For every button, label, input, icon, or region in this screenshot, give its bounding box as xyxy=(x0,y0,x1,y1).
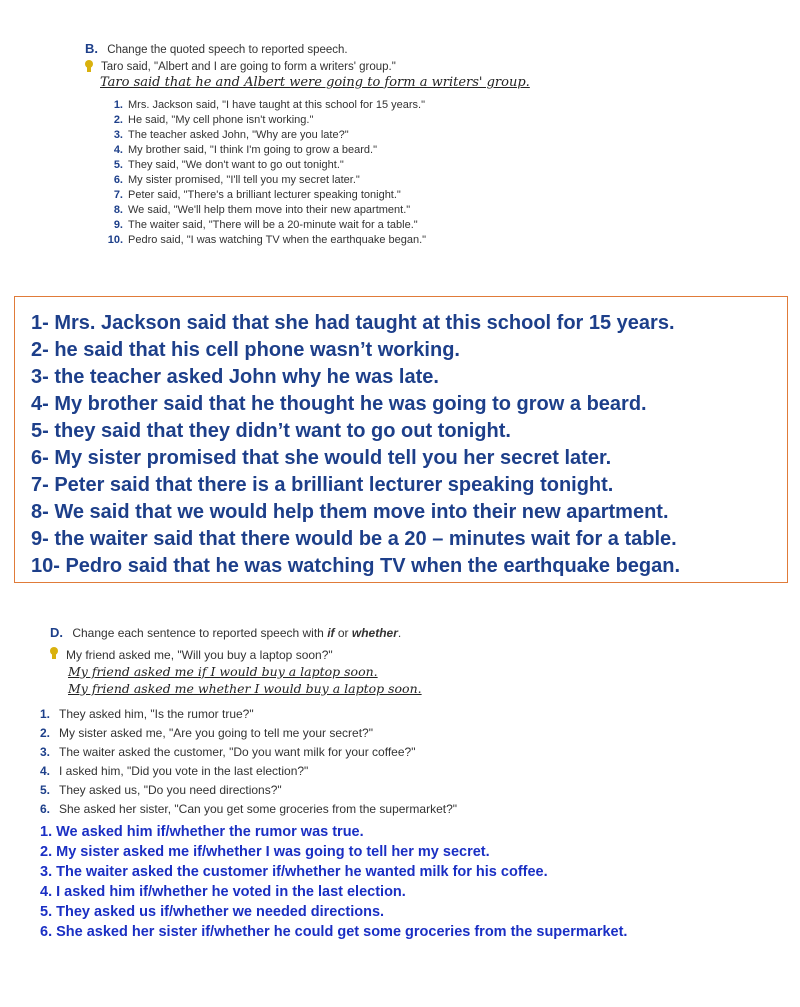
item-number: 10. xyxy=(107,234,123,246)
exercise-b-heading xyxy=(85,40,725,57)
list-item xyxy=(107,143,725,158)
answer-line: 7- Peter said that there is a brilliant lecturer speaking tonight. xyxy=(31,474,614,496)
answer-line: 1. We asked him if/whether the rumor was true. xyxy=(40,824,364,840)
list-item xyxy=(40,743,780,762)
keyword-if: if xyxy=(327,626,335,640)
exercise-b-items xyxy=(85,98,725,248)
item-number: 8. xyxy=(113,204,123,216)
item-number: 5. xyxy=(40,783,51,797)
item-text: They said, "We don't want to go out tonight." xyxy=(128,159,344,171)
item-number: 4. xyxy=(40,764,51,778)
exercise-d-answers xyxy=(40,822,780,942)
list-item xyxy=(107,233,725,248)
answer-line: 10- Pedro said that he was watching TV when the earthquake began. xyxy=(31,555,681,577)
item-number: 4. xyxy=(113,144,123,156)
instruction-text: Change each sentence to reported speech with xyxy=(72,626,328,640)
item-text: The waiter said, "There will be a 20-minute wait for a table." xyxy=(128,219,418,231)
list-item xyxy=(107,128,725,143)
item-text: I asked him, "Did you vote in the last election?" xyxy=(59,764,309,778)
item-number: 2. xyxy=(40,726,51,740)
exercise-letter: D. xyxy=(50,625,63,640)
instruction-text: . xyxy=(397,626,402,640)
list-item xyxy=(107,113,725,128)
answer-line: 9- the waiter said that there would be a 20 – minutes wait for a table. xyxy=(31,528,677,550)
answer-line: 8- We said that we would help them move into their new apartment. xyxy=(31,501,669,523)
exercise-d-heading xyxy=(50,624,780,642)
example-question-text: My friend asked me, "Will you buy a laptop soon?" xyxy=(66,648,333,662)
item-number: 9. xyxy=(113,219,123,231)
answer-line: 6. She asked her sister if/whether he could get some groceries from the supermarket. xyxy=(40,924,628,940)
item-number: 3. xyxy=(40,745,51,759)
item-text: Mrs. Jackson said, "I have taught at this school for 15 years." xyxy=(128,99,426,111)
list-item xyxy=(107,173,725,188)
exercise-letter: B. xyxy=(85,41,98,56)
item-number: 2. xyxy=(113,114,123,126)
example-question xyxy=(50,647,780,663)
item-text: My sister asked me, "Are you going to tell me your secret?" xyxy=(59,726,373,740)
exercise-d-items xyxy=(40,705,780,819)
item-text: Peter said, "There's a brilliant lecturer speaking tonight." xyxy=(128,189,401,201)
list-item xyxy=(40,762,780,781)
example-question xyxy=(85,60,725,75)
item-text: The teacher asked John, "Why are you late?" xyxy=(128,129,349,141)
item-number: 7. xyxy=(113,189,123,201)
answer-line: 6- My sister promised that she would tell you her secret later. xyxy=(31,447,612,469)
item-number: 1. xyxy=(113,99,123,111)
item-text: Pedro said, "I was watching TV when the earthquake began." xyxy=(128,234,427,246)
answer-line: 3. The waiter asked the customer if/whether he wanted milk for his coffee. xyxy=(40,864,548,880)
example-answer: My friend asked me whether I would buy a laptop soon. xyxy=(68,681,422,696)
exercise-d xyxy=(40,624,780,942)
exercise-instruction xyxy=(72,626,401,640)
item-number: 6. xyxy=(40,802,51,816)
keyword-whether: whether xyxy=(351,626,398,640)
item-number: 5. xyxy=(113,159,123,171)
item-text: They asked us, "Do you need directions?" xyxy=(59,783,282,797)
item-number: 3. xyxy=(113,129,123,141)
lightbulb-icon xyxy=(85,60,93,72)
answer-line: 3- the teacher asked John why he was late. xyxy=(31,366,439,388)
answer-line: 1- Mrs. Jackson said that she had taught at this school for 15 years. xyxy=(31,312,675,334)
item-text: She asked her sister, "Can you get some groceries from the supermarket?" xyxy=(59,802,458,816)
list-item xyxy=(107,218,725,233)
item-text: We said, "We'll help them move into their new apartment." xyxy=(128,204,411,216)
list-item xyxy=(40,724,780,743)
answer-line: 4. I asked him if/whether he voted in the last election. xyxy=(40,884,406,900)
item-text: My brother said, "I think I'm going to grow a beard." xyxy=(128,144,377,156)
list-item xyxy=(40,705,780,724)
answer-line: 5. They asked us if/whether we needed directions. xyxy=(40,904,385,920)
item-text: He said, "My cell phone isn't working." xyxy=(128,114,314,126)
item-number: 6. xyxy=(113,174,123,186)
answer-box xyxy=(14,296,788,583)
answer-line: 4- My brother said that he thought he was going to grow a beard. xyxy=(31,393,647,415)
exercise-b xyxy=(85,40,725,248)
item-text: The waiter asked the customer, "Do you want milk for your coffee?" xyxy=(59,745,416,759)
list-item xyxy=(107,203,725,218)
example-answer: Taro said that he and Albert were going to form a writers' group. xyxy=(100,75,530,90)
lightbulb-icon xyxy=(50,647,58,659)
list-item xyxy=(107,98,725,113)
item-text: My sister promised, "I'll tell you my secret later." xyxy=(128,174,360,186)
list-item xyxy=(107,188,725,203)
item-number: 1. xyxy=(40,707,51,721)
answer-line: 2. My sister asked me if/whether I was going to tell her my secret. xyxy=(40,844,490,860)
list-item xyxy=(40,800,780,819)
answer-line: 2- he said that his cell phone wasn’t working. xyxy=(31,339,460,361)
instruction-text: or xyxy=(334,626,352,640)
example-answer: My friend asked me if I would buy a laptop soon. xyxy=(68,664,378,679)
list-item xyxy=(40,781,780,800)
item-text: They asked him, "Is the rumor true?" xyxy=(59,707,254,721)
example-question-text: Taro said, "Albert and I are going to form a writers' group." xyxy=(101,61,396,73)
list-item xyxy=(107,158,725,173)
exercise-instruction: Change the quoted speech to reported speech. xyxy=(107,44,348,56)
answer-line: 5- they said that they didn’t want to go out tonight. xyxy=(31,420,511,442)
